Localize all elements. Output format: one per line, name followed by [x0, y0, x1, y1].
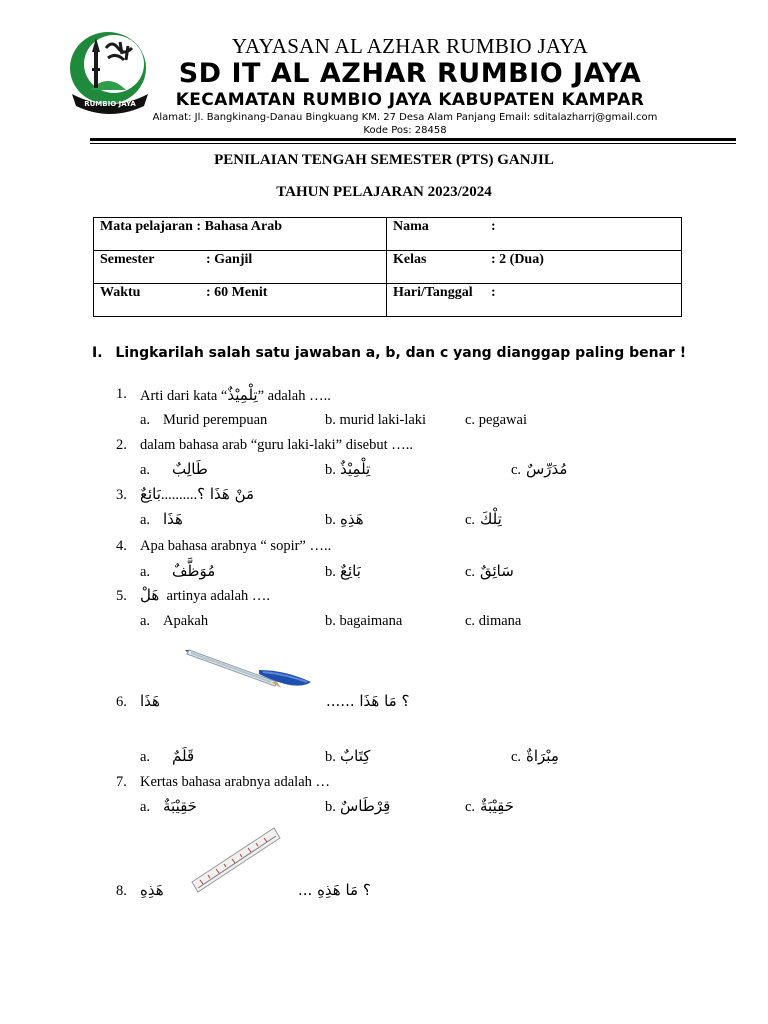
option-b[interactable]: قِرْطَاسٌ [340, 797, 391, 815]
option-a[interactable]: حَقِيْبَةٌ [163, 797, 197, 815]
section-instruction: Lingkarilah salah satu jawaban a, b, dan c yang dianggap paling benar ! [115, 345, 687, 361]
question-text: Arti dari kata “ [140, 388, 228, 404]
exam-year: TAHUN PELAJARAN 2023/2024 [276, 184, 492, 200]
header-rule-thin [90, 143, 736, 144]
option-label[interactable]: a. [140, 462, 151, 478]
name-label: Nama [393, 219, 429, 234]
subject-cell [94, 218, 387, 251]
option-b[interactable]: تِلْمِيْذٌ [340, 460, 371, 478]
option-a[interactable]: مُوَظَّفٌ [172, 562, 216, 580]
option-a[interactable]: طَالِبٌ [172, 460, 208, 478]
option-b[interactable]: كِتَابٌ [340, 747, 371, 765]
exam-title: PENILAIAN TENGAH SEMESTER (PTS) GANJIL [214, 152, 554, 168]
option-label[interactable]: b. [325, 799, 336, 815]
semester-value: : Ganjil [206, 252, 253, 267]
option-text: murid laki-laki [339, 412, 427, 428]
option-label[interactable]: c. [511, 462, 522, 478]
date-label: Hari/Tanggal [393, 285, 473, 300]
question-5 [140, 586, 270, 605]
name-value: : [491, 219, 496, 234]
option-a[interactable]: هَذَا [163, 510, 183, 528]
question-text-after: artinya adalah …. [166, 588, 270, 604]
option-label: c. [465, 613, 476, 629]
semester-label: Semester [100, 252, 155, 267]
question-7: Kertas bahasa arabnya adalah … [140, 774, 331, 790]
question-text-after: ” adalah ….. [257, 388, 331, 404]
question-number: 4. [116, 538, 127, 554]
option-label[interactable]: a. [140, 799, 151, 815]
question-2: dalam bahasa arab “guru laki-laki” disebut ….. [140, 437, 413, 453]
question-4: Apa bahasa arabnya “ sopir” ….. [140, 538, 332, 554]
header-rule-thick [90, 138, 736, 141]
section-number: I. [92, 345, 103, 361]
option-c[interactable]: سَائِقٌ [480, 562, 514, 580]
option-label[interactable]: b. [325, 749, 336, 765]
option-label[interactable]: a. [140, 613, 151, 629]
option-label: c. [465, 412, 476, 428]
class-value: : 2 (Dua) [491, 252, 544, 267]
question-6-arabic-right: ؟ مَا هَذَا ...... [326, 692, 410, 710]
semester-cell [94, 251, 387, 284]
option-label[interactable]: c. [465, 564, 476, 580]
option-text: pegawai [478, 412, 527, 428]
question-number: 8. [116, 883, 127, 899]
question-6-arabic-left: هَذَا [140, 692, 160, 710]
option-c[interactable]: مُدَرِّسٌ [526, 460, 568, 478]
option-a[interactable]: قَلَمٌ [172, 747, 195, 765]
time-label: Waktu [100, 285, 141, 300]
option-b[interactable]: هَذِهِ [340, 510, 364, 528]
option-c[interactable]: تِلْكَ [480, 510, 502, 528]
question-arabic-answer: بَائِعٌ [140, 485, 161, 503]
student-info-table [93, 217, 682, 317]
pen-image [185, 648, 313, 696]
option-label[interactable]: c. [511, 749, 522, 765]
subject-label: Mata pelajaran : [100, 219, 202, 234]
option-label[interactable]: b. [325, 462, 336, 478]
question-arabic: تِلْمِيْذٌ [227, 386, 258, 404]
option-c[interactable] [465, 412, 527, 429]
option-b[interactable]: بَائِعٌ [340, 562, 361, 580]
question-3 [140, 485, 254, 504]
option-c[interactable]: حَقِيْبَةٌ [480, 797, 514, 815]
svg-text:RUMBIO JAYA: RUMBIO JAYA [84, 100, 136, 108]
option-label[interactable]: a. [140, 564, 151, 580]
option-text: bagaimana [339, 613, 403, 629]
ruler-image [178, 822, 286, 896]
option-label[interactable]: a. [140, 749, 151, 765]
time-value: : 60 Menit [206, 285, 268, 300]
question-number: 6. [116, 694, 127, 710]
option-c[interactable] [465, 613, 521, 630]
option-text: dimana [478, 613, 522, 629]
district-name: KECAMATAN RUMBIO JAYA KABUPATEN KAMPAR [175, 90, 645, 110]
school-logo [68, 28, 152, 114]
question-8-arabic-right: ؟ مَا هَذِهِ ... [298, 881, 371, 899]
time-cell [94, 284, 387, 317]
school-name: SD IT AL AZHAR RUMBIO JAYA [178, 58, 642, 89]
question-arabic: مَنْ هَذَا ؟ [197, 485, 255, 503]
option-label[interactable]: b. [325, 564, 336, 580]
question-1 [140, 386, 331, 405]
question-number: 1. [116, 386, 127, 402]
option-label[interactable]: c. [465, 799, 476, 815]
foundation-name: YAYASAN AL AZHAR RUMBIO JAYA [231, 34, 589, 58]
option-b[interactable] [325, 613, 402, 630]
option-label[interactable]: a. [140, 412, 151, 428]
option-c[interactable]: مِبْرَاةٌ [526, 747, 559, 765]
option-label: b. [325, 613, 336, 629]
option-label[interactable]: c. [465, 512, 476, 528]
question-dots: .......... [160, 487, 198, 503]
class-cell [387, 251, 682, 284]
subject-value: Bahasa Arab [204, 219, 283, 234]
class-label: Kelas [393, 252, 427, 267]
school-address: Alamat: Jl. Bangkinang-Danau Bingkuang KM. 27 Desa Alam Panjang Email: sditalazharrj@gmail.com Kode Pos: 28458 [152, 112, 658, 136]
question-8-arabic-left: هَذِهِ [140, 881, 164, 899]
name-cell[interactable] [387, 218, 682, 251]
option-a[interactable]: Apakah [163, 613, 209, 629]
section-heading [92, 345, 686, 361]
question-number: 3. [116, 487, 127, 503]
question-arabic: هَلْ [140, 586, 160, 604]
date-cell[interactable] [387, 284, 682, 317]
option-label[interactable]: b. [325, 512, 336, 528]
question-number: 7. [116, 774, 127, 790]
option-b[interactable] [325, 412, 426, 429]
question-number: 2. [116, 437, 127, 453]
option-label[interactable]: a. [140, 512, 151, 528]
date-value: : [491, 285, 496, 300]
option-a[interactable]: Murid perempuan [163, 412, 268, 428]
question-number: 5. [116, 588, 127, 604]
option-label: b. [325, 412, 336, 428]
